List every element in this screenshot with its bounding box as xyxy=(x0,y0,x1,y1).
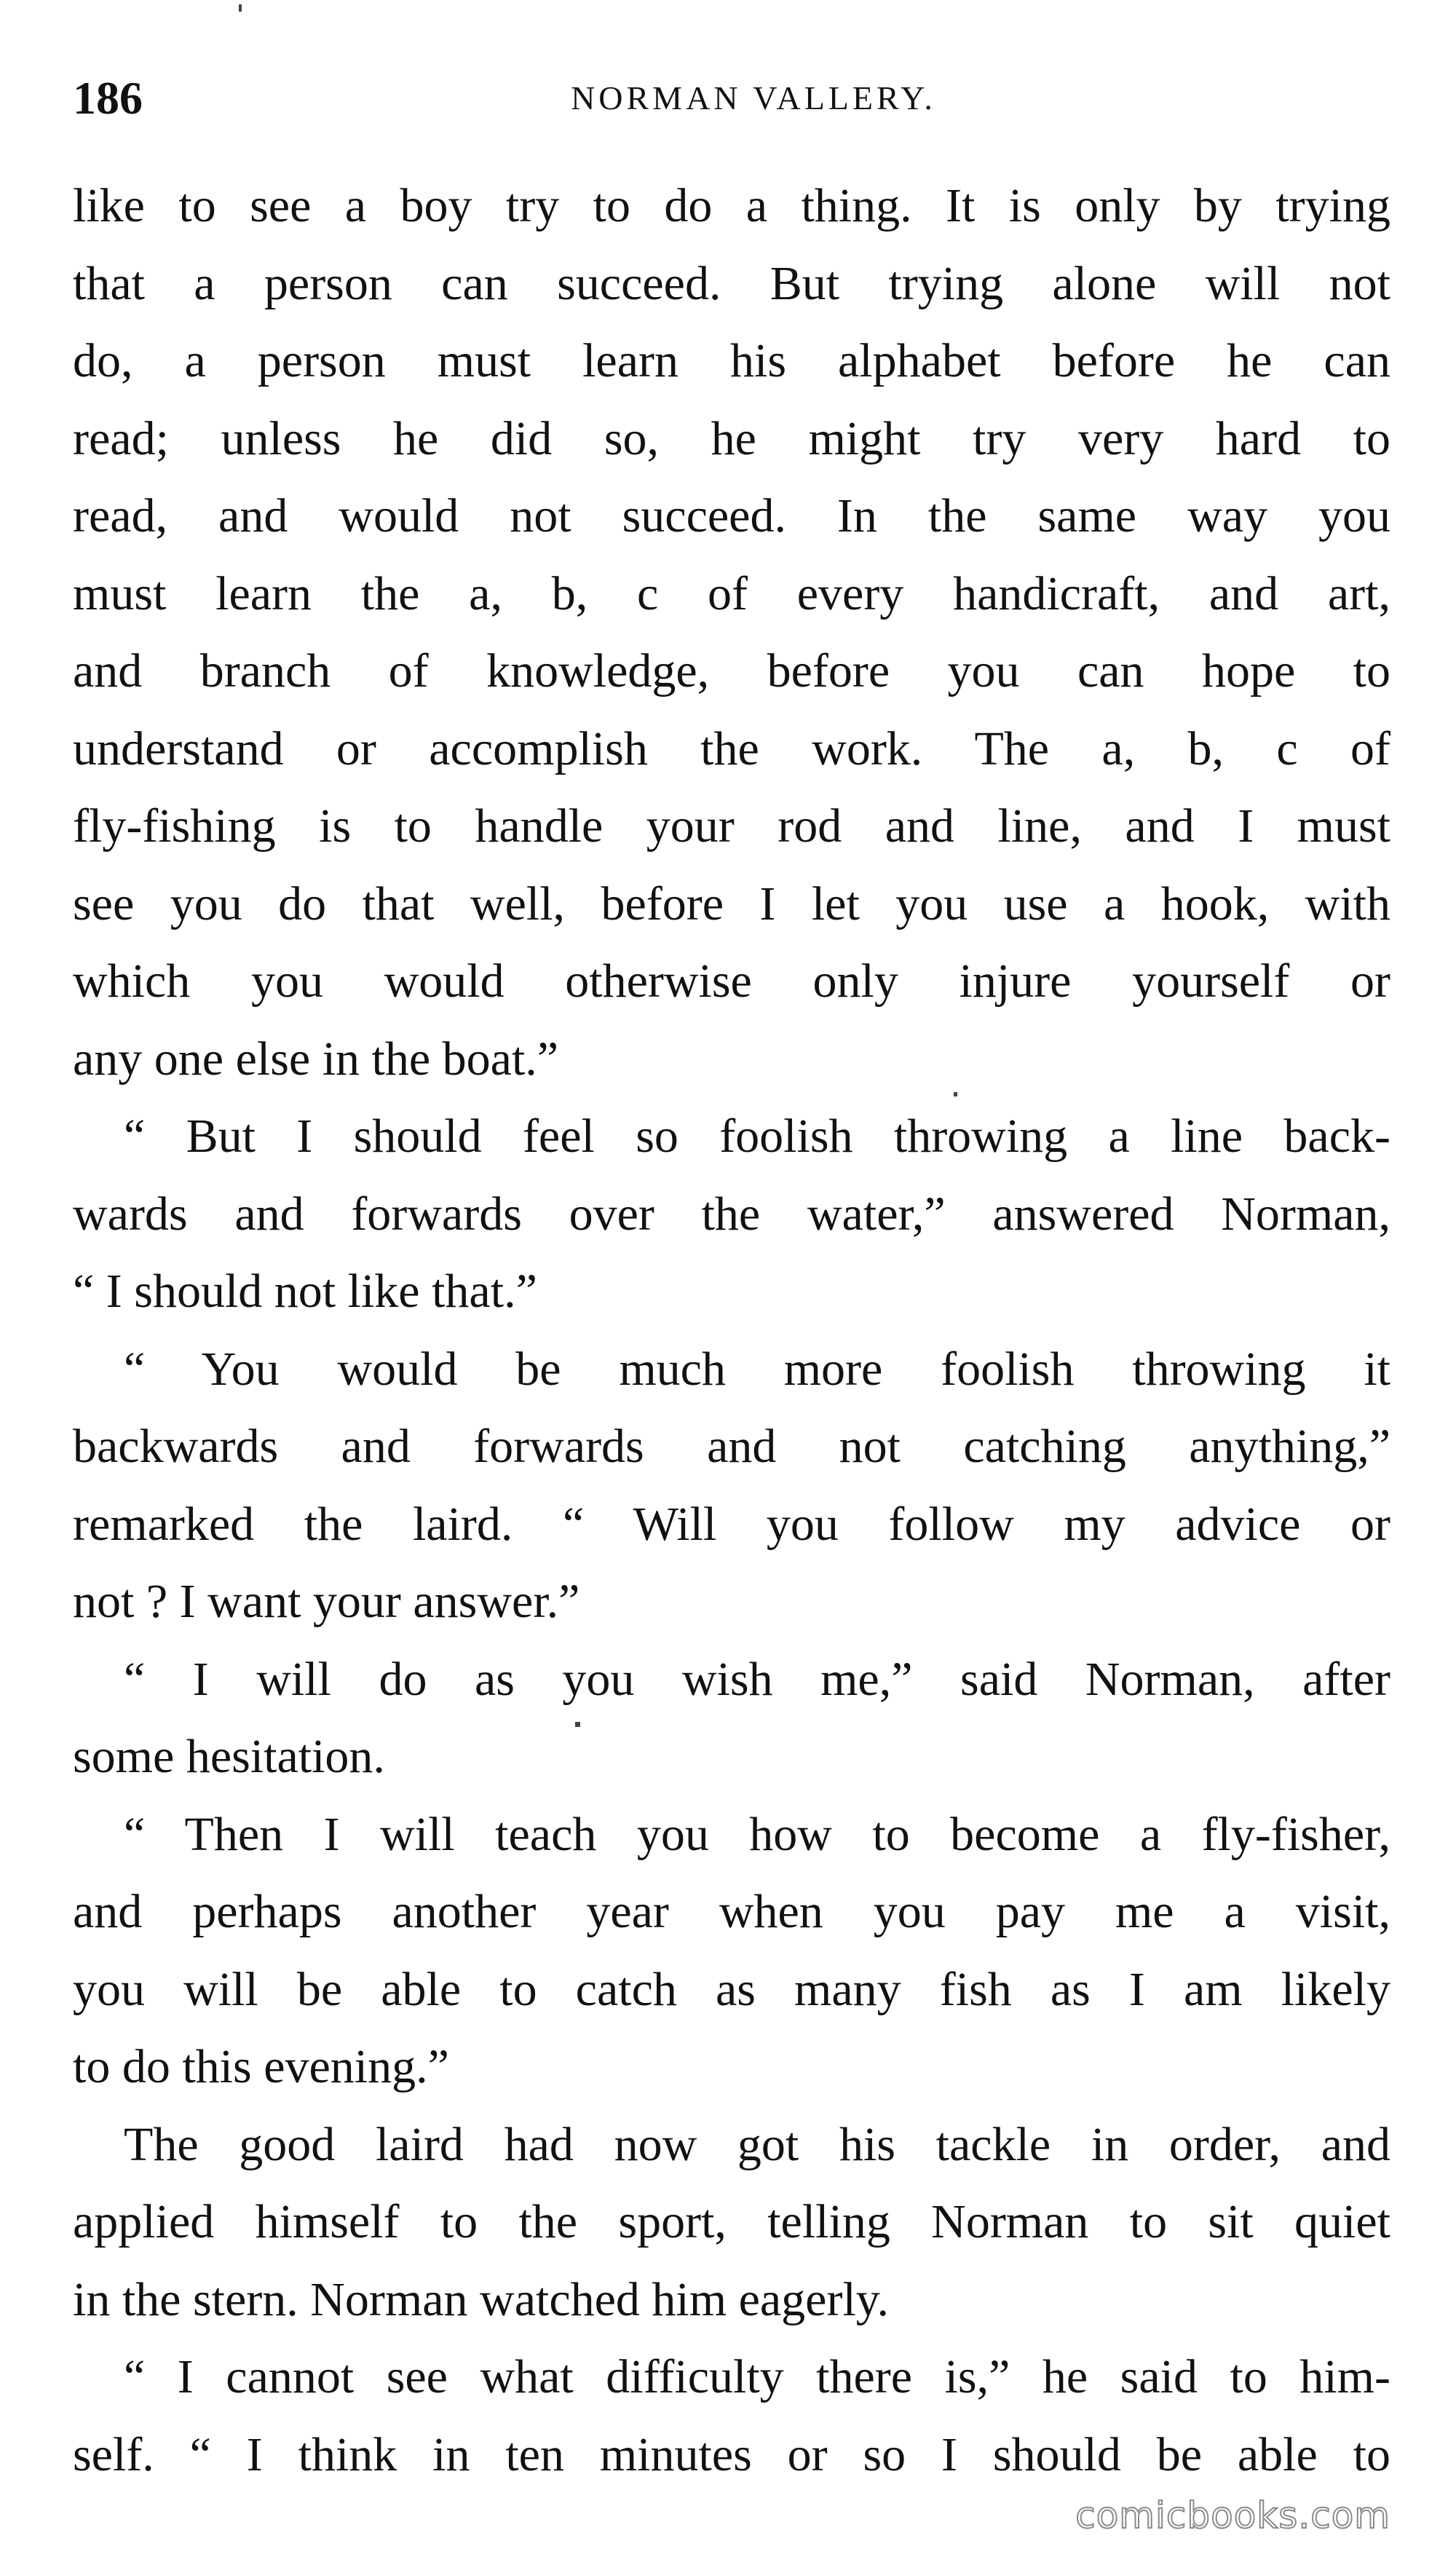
text-line: which you would otherwise only injure yourself or xyxy=(73,955,1390,1008)
text-line: not ? I want your answer.” xyxy=(73,1575,580,1628)
body-text xyxy=(73,167,1390,2494)
print-speck xyxy=(239,4,242,12)
text-line: you will be able to catch as many fish as I am likely xyxy=(73,1962,1390,2016)
text-line: some hesitation. xyxy=(73,1730,385,1783)
text-line: read; unless he did so, he might try very hard to xyxy=(73,411,1390,465)
print-speck xyxy=(575,1722,580,1727)
text-line: “ I should not like that.” xyxy=(73,1265,537,1318)
text-line: must learn the a, b, c of every handicraft, and art, xyxy=(73,566,1390,620)
running-head: NORMAN VALLERY. xyxy=(571,79,936,116)
text-line: and perhaps another year when you pay me a visit, xyxy=(73,1885,1390,1938)
text-line: in the stern. Norman watched him eagerly. xyxy=(73,2272,890,2326)
text-line: fly-fishing is to handle your rod and line, and I must xyxy=(73,799,1390,853)
text-line: that a person can succeed. But trying alone will not xyxy=(73,256,1390,310)
text-line: self. “ I think in ten minutes or so I should be able to xyxy=(73,2427,1390,2481)
page-header xyxy=(73,66,1390,131)
text-line: “ But I should feel so foolish throwing a line back- xyxy=(124,1110,1390,1163)
text-line: to do this evening.” xyxy=(73,2040,449,2093)
text-line: understand or accomplish the work. The a, b, c of xyxy=(73,722,1390,775)
text-line: “ Then I will teach you how to become a fly-fisher, xyxy=(124,1807,1390,1861)
text-line: like to see a boy try to do a thing. It is only by trying xyxy=(73,179,1390,232)
watermark: comicbooks.com xyxy=(1075,2494,1390,2537)
text-line: wards and forwards over the water,” answered Norman, xyxy=(73,1187,1390,1241)
text-line: The good laird had now got his tackle in order, and xyxy=(124,2117,1390,2171)
text-line: backwards and forwards and not catching anything,” xyxy=(73,1420,1390,1473)
text-line: “ You would be much more foolish throwing it xyxy=(124,1342,1390,1396)
text-line: applied himself to the sport, telling Norman to sit quiet xyxy=(73,2195,1390,2248)
text-line: see you do that well, before I let you use a hook, with xyxy=(73,877,1390,930)
text-line: read, and would not succeed. In the same way you xyxy=(73,489,1390,542)
text-line: do, a person must learn his alphabet before he can xyxy=(73,334,1390,387)
page-number: 186 xyxy=(73,72,143,124)
text-line: remarked the laird. “ Will you follow my advice or xyxy=(73,1497,1390,1551)
text-line: and branch of knowledge, before you can hope to xyxy=(73,644,1390,697)
text-line: “ I will do as you wish me,” said Norman, after xyxy=(124,1652,1390,1706)
text-line: “ I cannot see what difficulty there is,” he said to him- xyxy=(124,2350,1390,2403)
print-speck xyxy=(954,1092,957,1096)
text-line: any one else in the boat.” xyxy=(73,1032,559,1086)
